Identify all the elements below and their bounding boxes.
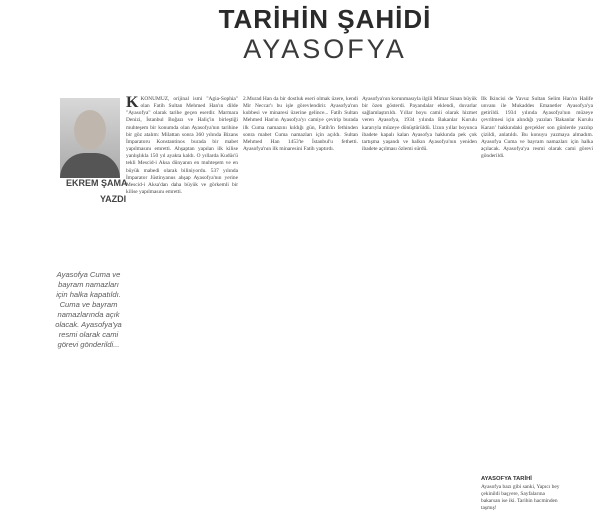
author-photo-head <box>74 110 106 150</box>
subsection-title: AYASOFYA TARİHİ <box>481 476 532 482</box>
column-2-text: 2.Murad Han da bir dostluk eseri olmak üzere, kendi Mir Neccar'ı bu işle görevlendirir. Ayasofya'nın kubbesi ve minaresi üzerine gelince... Fatih Sultan Mehmed Han'ın Ayasofya'yı camiye çevirip burada ilk Cuma namazını kıldığı gün, Fatih'in fethinden sonra mabet Cuma namazları için açıldı. Sultan Mehmed Han 1453'te İstanbul'u fethetti. Ayasofya'nın ilk minaresini Fatih yaptırdı. <box>243 96 358 153</box>
article-column-3 <box>362 96 477 521</box>
column-4-text: İlk İkincisi de Yavuz Sultan Selim Han'ın Halife unvanı ile Mukaddes Emanetler Ayasofya'ya getirildi. 1934 yılında Ayasofya'nın müzeye çevrilmesi için alındığı yazılan 'Bakanlar Kurulu Kararı' hakkındaki gerçekler son günlerde yazılıp çizildi, anlatıldı. Bu konuyu yazmaya almadım. Ayasofya Cuma ve bayram namazları için halka açılacak. Ayasofya'ya resmi olarak cami görevi gönderildi. <box>481 96 593 160</box>
headline-line-2: AYASOFYA <box>243 34 407 64</box>
subsection-text: Ayasofya bazı gibi sanki, Yapıcı bey çekinildi başyere, Sayfalarına bakarsan ise iki. Tarihin hacminden taşmış! <box>481 484 560 511</box>
article-column-4 <box>481 96 593 472</box>
pull-quote: Ayasofya Cuma ve bayram namazları için halka kapatıldı. Cuma ve bayram namazlarında açık olacak. Ayasofya'ya resmi olarak cami görevi gönderildi... <box>55 270 122 349</box>
author-photo-body <box>60 153 120 178</box>
headline-line-1: TARİHİN ŞAHİDİ <box>218 4 432 34</box>
article-column-2 <box>243 96 358 521</box>
article-column-1 <box>126 96 238 521</box>
column-3-text: Ayasofya'nın korunmasıyla ilgili Mimar Sinan büyük bir özen gösterdi. Payandalar eklendi, duvarlar sağlamlaştırıldı. Yıllar boyu camii olarak hizmet veren Ayasofya, 1934 yılında Bakanlar Kurulu kararıyla müzeye dönüştürüldü. Uzun yıllar boyunca ibadete kapalı kalan Ayasofya hakkında pek çok tartışma yaşandı ve halkın Ayasofya'nın yeniden ibadete açılması özlemi sürdü. <box>362 96 477 153</box>
author-label: YAZDI <box>100 194 127 204</box>
column-1-text: KONUMUZ, orijinal ismi "Agia-Sophia" olan Fatih Sultan Mehmed Han'ın dilde "Ayasofya" olarak tarihe geçen eserdir. Marmara Denizi, İstanbul Boğazı ve Haliç'in birleştiği muhteşem bir konumda olan Ayasofya'nın tarihine bir göz atalım: Milattan sonra 360 yılında Bizans İmparatoru Konstantinos burada bir mabet yapılmasını emretti. Ahşaptan yapılan ilk kilise yanlışlıkla 150 yıl ayakta kaldı. O yıllarda Kudüs'ü tekli Mescid-i Aksa dünyanın en muhteşem ve en büyük mabedi olarak biliniyordu. 537 yılında İmparator Jüstinyanus ahşap Ayasofya'nın yerine Mescid-i Aksa'dan daha büyük ve görkemli bir kilise yapılmasını emretti. <box>126 96 238 196</box>
author-photo <box>60 98 120 178</box>
author-name: EKREM ŞAMA <box>66 178 128 188</box>
drop-cap: K <box>126 96 139 111</box>
